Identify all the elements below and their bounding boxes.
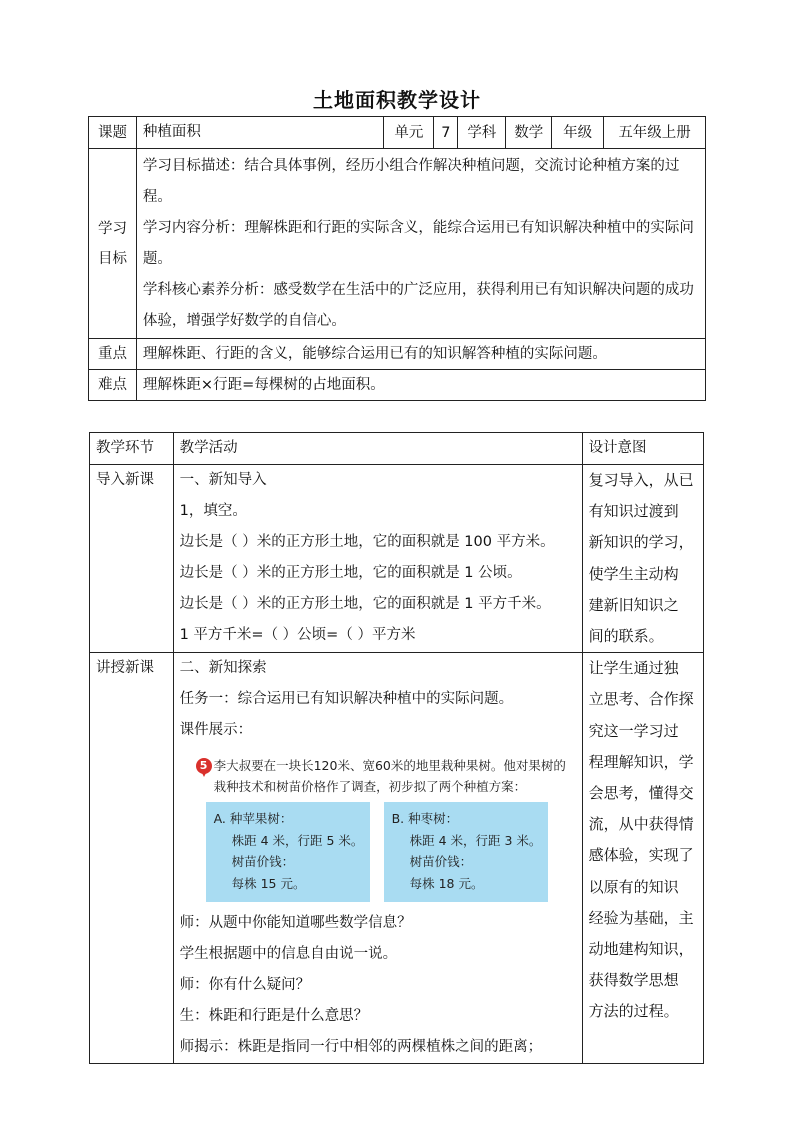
new-lesson-stage: 讲授新课	[90, 653, 174, 1064]
intent-line: 建新旧知识之	[588, 595, 679, 614]
activity-line: 任务一：综合运用已有知识解决种植中的实际问题。	[179, 691, 514, 708]
stage-header: 教学环节	[90, 433, 174, 465]
unit-label: 单元	[384, 117, 434, 149]
grade-value: 五年级上册	[604, 117, 706, 149]
unit-value: 7	[434, 117, 458, 149]
plan-b-box	[384, 802, 548, 902]
intent-line: 让学生通过独	[588, 659, 679, 678]
new-lesson-activity	[173, 653, 582, 1064]
intro-row	[90, 465, 704, 653]
activity-line: 1 平方千米=（ ）公顷=（ ）平方米	[179, 627, 416, 643]
courseware-problem-card	[180, 750, 572, 902]
intent-line: 方法的过程。	[588, 1002, 679, 1021]
objectives-row	[89, 149, 706, 339]
activity-line: 课件展示：	[179, 722, 253, 739]
objectives-content	[136, 149, 705, 339]
activity-line: 师：你有什么疑问？	[179, 977, 311, 994]
intent-line: 动地建构知识，	[588, 940, 694, 959]
plan-a-box	[206, 802, 370, 902]
lesson-info-table	[88, 116, 706, 401]
subject-label: 学科	[458, 117, 506, 149]
plan-b-title: B. 种枣树：	[391, 811, 459, 827]
topic-label: 课题	[89, 117, 137, 149]
activity-line: 边长是（ ）米的正方形土地，它的面积就是 100 平方米。	[179, 534, 555, 550]
plan-a-line: 株距 4 米，行距 5 米。	[231, 832, 364, 848]
activity-line: 1，填空。	[179, 503, 247, 519]
objectives-label-line2: 目标	[97, 250, 127, 267]
objective-description: 学习目标描述：结合具体事例，经历小组合作解决种植问题，交流讨论种植方案的过程。	[142, 158, 680, 205]
intent-header: 设计意图	[582, 433, 703, 465]
objectives-label-line1: 学习	[97, 220, 127, 237]
literacy-analysis: 学科核心素养分析：感受数学在生活中的广泛应用，获得利用已有知识解决问题的成功体验，增强学好数学的自信心。	[142, 282, 694, 329]
activity-line: 师揭示：株距是指同一行中相邻的两棵植株之间的距离；	[179, 1039, 543, 1056]
intent-line: 有知识过渡到	[588, 502, 679, 521]
plan-b-line: 树苗价钱：	[409, 854, 473, 870]
difficulty-text: 理解株距×行距=每棵树的占地面积。	[136, 370, 705, 401]
intent-line: 感体验，实现了	[588, 846, 694, 865]
subject-value: 数学	[506, 117, 552, 149]
plan-b-line: 株距 4 米，行距 3 米。	[409, 832, 542, 848]
topic-value: 种植面积	[136, 117, 384, 149]
intent-line: 复习导入，从已	[588, 471, 694, 489]
plan-b-line: 每株 18 元。	[409, 875, 484, 891]
intent-line: 以原有的知识	[588, 877, 679, 896]
intent-line: 新知识的学习，	[588, 533, 694, 552]
key-point-text: 理解株距、行距的含义，能够综合运用已有的知识解答种植的实际问题。	[136, 339, 705, 370]
grade-label: 年级	[552, 117, 604, 149]
process-header-row	[90, 433, 704, 465]
key-point-row	[89, 339, 706, 370]
plan-a-title: A. 种苹果树：	[213, 811, 293, 827]
intro-activity	[173, 465, 582, 653]
key-point-label: 重点	[89, 339, 137, 370]
intent-line: 使学生主动构	[588, 564, 679, 583]
content-analysis: 学习内容分析：理解株距和行距的实际含义，能综合运用已有知识解决种植中的实际问题。	[142, 220, 694, 267]
activity-line: 师：从题中你能知道哪些数学信息？	[179, 915, 412, 932]
activity-line: 学生根据题中的信息自由说一说。	[179, 946, 398, 963]
new-lesson-row	[90, 653, 704, 1064]
objectives-label	[89, 149, 137, 339]
intent-line: 流，从中获得情	[588, 815, 694, 834]
intent-line: 获得数学思想	[588, 971, 679, 990]
teaching-process-table	[89, 432, 704, 1064]
difficulty-row	[89, 370, 706, 401]
intent-line: 经验为基础，主	[588, 908, 694, 927]
intent-line: 究这一学习过	[588, 721, 679, 740]
difficulty-label: 难点	[89, 370, 137, 401]
document-title: 土地面积教学设计	[313, 88, 481, 112]
problem-number-badge: 5	[196, 758, 212, 774]
activity-line: 边长是（ ）米的正方形土地，它的面积就是 1 平方千米。	[179, 596, 551, 612]
intent-line: 立思考、合作探	[588, 690, 694, 709]
intent-line: 间的联系。	[588, 627, 664, 646]
problem-text: 李大叔要在一块长120米、宽60米的地里栽种果树。他对果树的栽种技术和树苗价格作了调查，初步拟了两个种植方案：	[213, 758, 566, 795]
activity-header: 教学活动	[173, 433, 582, 465]
header-row	[89, 117, 706, 149]
activity-line: 生：株距和行距是什么意思？	[179, 1008, 369, 1025]
plan-a-line: 树苗价钱：	[231, 854, 295, 870]
intent-line: 程理解知识，学	[588, 752, 694, 771]
activity-line: 二、新知探索	[179, 660, 267, 677]
intro-intent	[582, 465, 703, 653]
intro-stage: 导入新课	[90, 465, 174, 653]
plan-a-line: 每株 15 元。	[231, 875, 306, 891]
new-lesson-intent	[582, 653, 703, 1064]
activity-line: 边长是（ ）米的正方形土地，它的面积就是 1 公顷。	[179, 565, 522, 581]
intent-line: 会思考，懂得交	[588, 784, 694, 803]
activity-line: 一、新知导入	[179, 472, 267, 488]
